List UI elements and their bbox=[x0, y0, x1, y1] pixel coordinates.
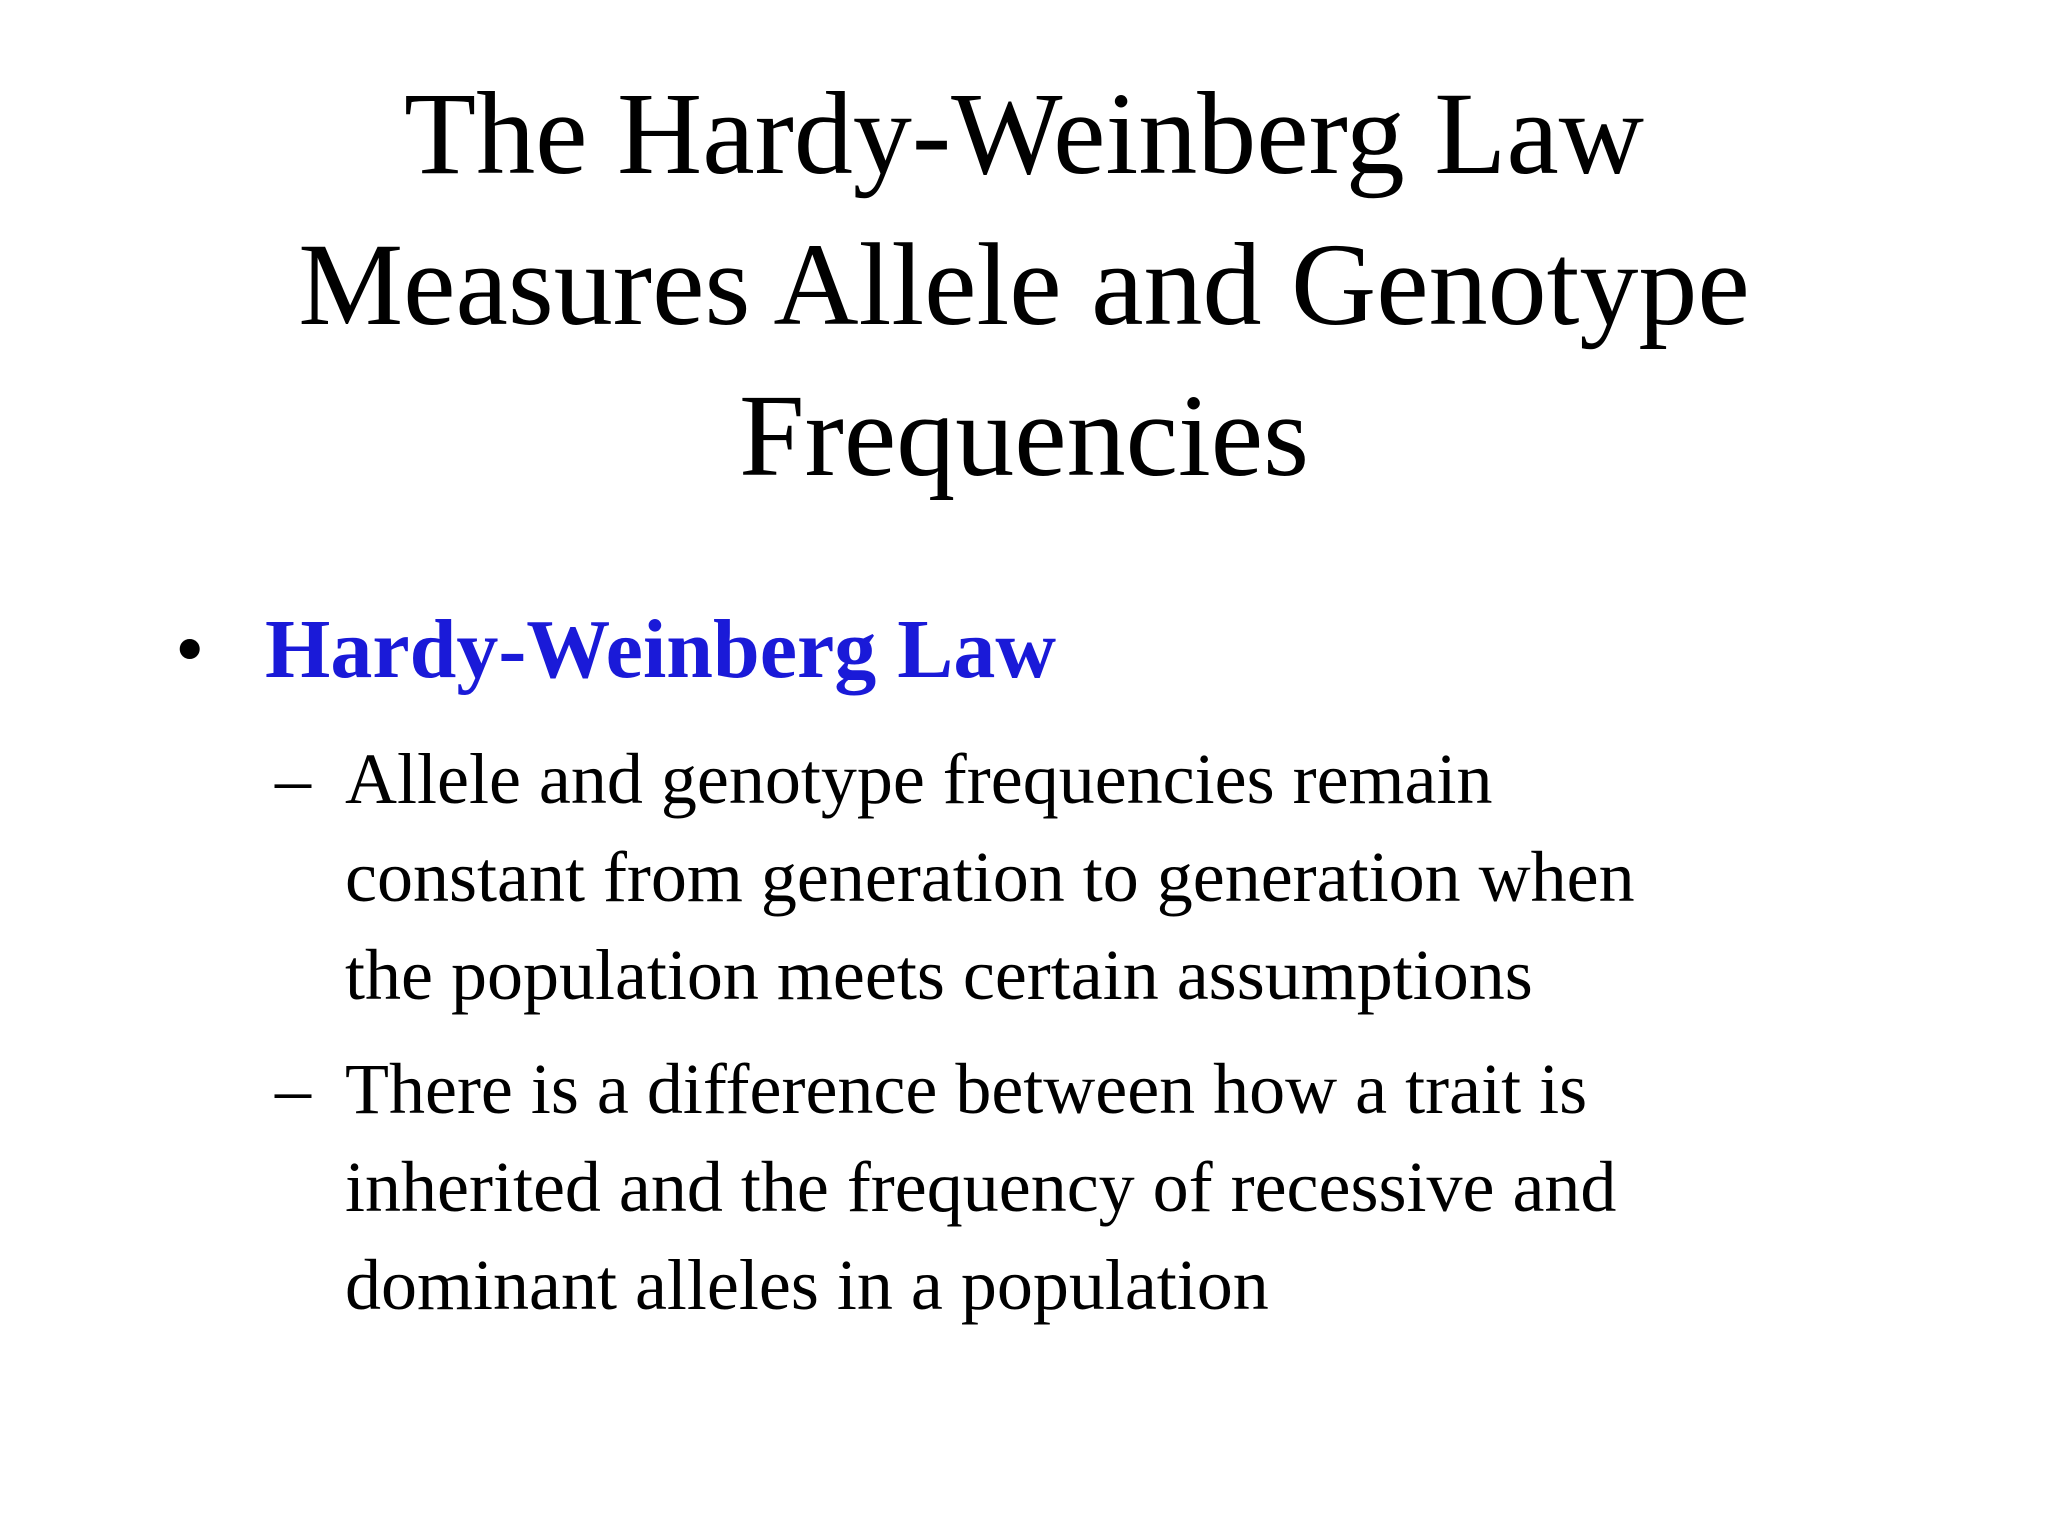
sub-bullet-body bbox=[345, 1040, 1945, 1334]
title-line: The Hardy-Weinberg Law bbox=[404, 68, 1644, 199]
sub-bullet-line: constant from generation to generation when bbox=[345, 837, 1635, 917]
sub-bullet-line: Allele and genotype frequencies remain bbox=[345, 739, 1493, 819]
dash-marker: – bbox=[275, 1049, 311, 1129]
sub-bullet-line: dominant alleles in a population bbox=[345, 1245, 1269, 1325]
title-line: Measures Allele and Genotype bbox=[298, 219, 1750, 350]
main-bullet bbox=[175, 600, 1056, 700]
main-bullet-text: Hardy-Weinberg Law bbox=[265, 603, 1056, 696]
title-line: Frequencies bbox=[738, 370, 1310, 501]
sub-bullet-line: There is a difference between how a trait is bbox=[345, 1049, 1588, 1129]
bullet-marker: • bbox=[175, 603, 205, 696]
slide-title bbox=[0, 58, 2048, 511]
dash-marker: – bbox=[275, 739, 311, 819]
sub-bullet-body bbox=[345, 730, 1945, 1024]
sub-bullet-line: the population meets certain assumptions bbox=[345, 935, 1533, 1015]
sub-bullet-line: inherited and the frequency of recessive and bbox=[345, 1147, 1617, 1227]
